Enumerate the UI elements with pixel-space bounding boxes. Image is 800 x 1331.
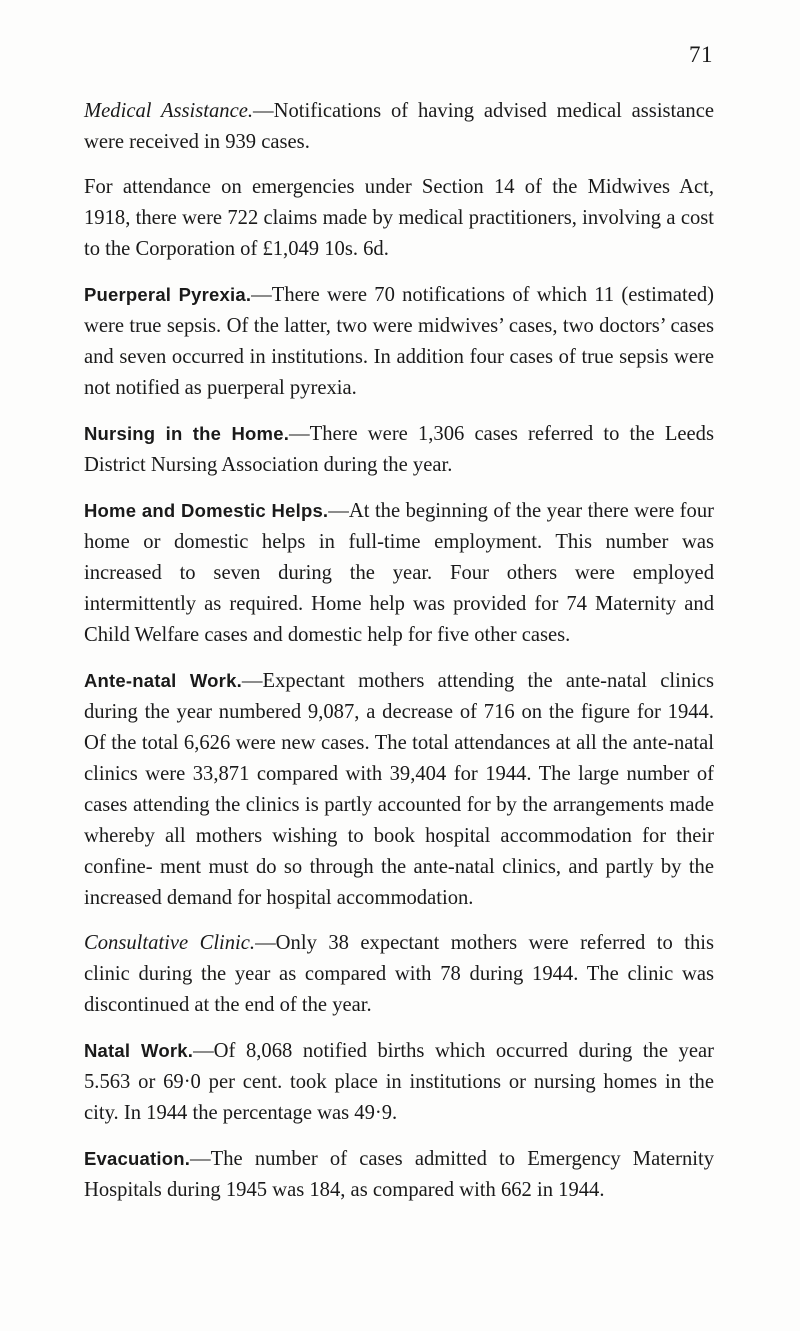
text-ante-natal-work: —Expectant mothers attending the ante-natal clinics during the year numbered 9,087, a decrease of 716 on the figure for 1944. Of the total 6,626 were new cases. The total attendances at all the ante-natal clinics were 33,871 compared with 39,404 for 1944. The large number of cases attending the clinics is partly accounted for by the arrangements made whereby all mothers wishing to book hospital accommodation for their confine- ment must do so through the ante-natal clinics, and partly by the increased demand for hospital accommodation. [84,670,714,909]
heading-evacuation: Evacuation. [84,1148,191,1169]
text-evacuation: —The number of cases admitted to Emergency Maternity Hospitals during 1945 was 184, as compared with 662 in 1944. [84,1148,714,1201]
paragraph-evacuation [84,1143,714,1206]
heading-puerperal-pyrexia: Puerperal Pyrexia. [84,284,252,305]
paragraph-puerperal-pyrexia [84,279,714,404]
heading-consultative-clinic: Consultative Clinic. [84,932,256,954]
text-domestic-helps: —At the beginning of the year there were four home or domestic helps in full-time employment. This number was increased to seven during the year. Four others were employed intermittently as required. Home help was provided for 74 Maternity and Child Welfare cases and domestic help for five other cases. [84,500,714,646]
paragraph-nursing-home [84,418,714,481]
text-medical-assistance: —Notifications of having advised medical assistance were received in 939 cases. [84,100,714,153]
heading-nursing-home: Nursing in the Home. [84,423,290,444]
page-number: 71 [689,42,713,67]
paragraph-emergency-attendance [84,172,714,265]
paragraph-natal-work [84,1035,714,1129]
heading-medical-assistance: Medical Assistance. [84,100,254,122]
text-puerperal-pyrexia: —There were 70 notifications of which 11 (estimated) were true sepsis. Of the latter, two were midwives’ cases, two doctors’ cases and seven occurred in institutions. In addition four cases of true sepsis were not notified as puerperal pyrexia. [84,284,715,399]
paragraph-consultative-clinic [84,928,714,1021]
heading-ante-natal-work: Ante-natal Work. [84,670,242,691]
page-body [84,96,714,1220]
paragraph-ante-natal-work [84,665,714,914]
text-consultative-clinic: —Only 38 expectant mothers were referred to this clinic during the year as compared with 78 during 1944. The clinic was discontinued at the end of the year. [84,932,714,1016]
heading-domestic-helps: Home and Domestic Helps. [84,500,329,521]
text-emergency-attendance: For attendance on emergencies under Section 14 of the Midwives Act, 1918, there were 722 claims made by medical practitioners, involving a cost to the Corporation of £1,049 10s. 6d. [84,176,714,260]
heading-natal-work: Natal Work. [84,1040,194,1061]
text-nursing-home: —There were 1,306 cases referred to the Leeds District Nursing Association during the year. [84,423,714,476]
paragraph-domestic-helps [84,495,714,651]
paragraph-medical-assistance [84,96,714,158]
text-natal-work: —Of 8,068 notified births which occurred during the year 5.563 or 69·0 per cent. took place in institutions or nursing homes in the city. In 1944 the percentage was 49·9. [84,1040,714,1124]
